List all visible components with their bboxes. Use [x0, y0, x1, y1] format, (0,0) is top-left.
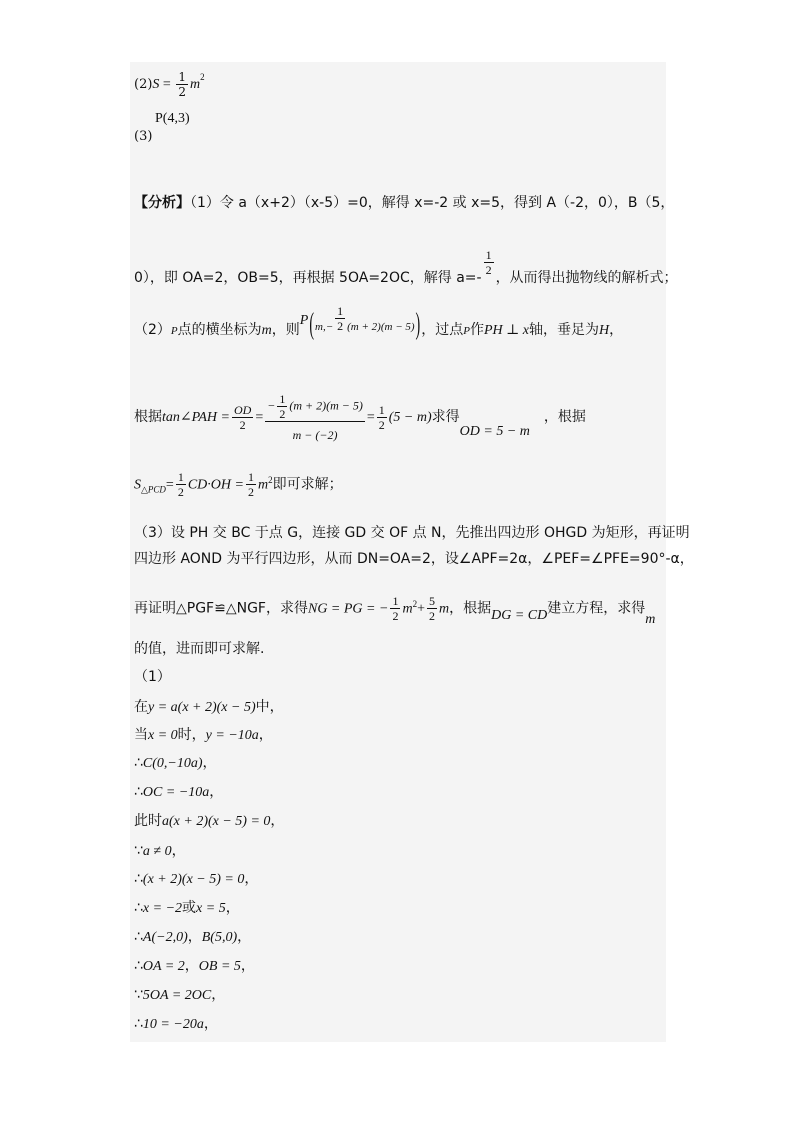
solution-post: ，	[211, 987, 226, 1003]
solution-math: 10 = −20a	[142, 1017, 204, 1032]
point-expr: (m + 2)(m − 5)	[347, 321, 415, 333]
analysis-line-area	[134, 470, 343, 499]
solution-post: ，	[240, 958, 255, 974]
analysis-text: ，	[609, 322, 624, 338]
analysis-text: ，从而得出抛物线的解析式；	[495, 270, 678, 286]
point-frac	[335, 304, 345, 333]
var-m: m	[261, 323, 272, 338]
analysis-line-p3-2: 四边形 AOND 为平行四边形，从而 DN=OA=2，设∠APF=2α，∠PEF=∠PFE=90°-α，	[134, 551, 694, 567]
solution-pre: ∵	[134, 843, 143, 859]
solution-post: ，	[244, 871, 259, 887]
solution-math: a ≠ 0	[142, 844, 172, 859]
var-P: P	[170, 325, 178, 337]
area-sub: △PCD	[141, 484, 166, 495]
point-coords: m,−	[315, 321, 334, 333]
plus: +	[417, 601, 425, 617]
frac-num: OD	[233, 402, 252, 417]
tan-result: (5 − m)	[388, 410, 432, 425]
solution-pre: ∴	[134, 958, 143, 974]
var-P: P	[463, 325, 470, 337]
analysis-text: ，根据	[449, 600, 492, 617]
analysis-line-p3-4: 的值，进而即可求解.	[134, 641, 265, 657]
solution-line	[134, 928, 251, 947]
exp: 2	[412, 598, 418, 609]
var-m: m	[257, 477, 269, 493]
point-P: P	[299, 313, 309, 328]
solution-math: a(x + 2)(x − 5) = 0	[162, 814, 271, 829]
var-m: m	[645, 611, 656, 627]
numerator-expr: (m + 2)(m − 5)	[289, 398, 363, 413]
ng-expr: NG = PG = −	[307, 601, 389, 617]
analysis-heading: 【分析】	[134, 195, 190, 211]
tan-frac-od	[232, 403, 253, 432]
area-frac	[176, 470, 186, 499]
perp-expr: PH ⊥ x	[483, 323, 529, 338]
frac-den: 2	[337, 319, 344, 333]
solution-line	[134, 957, 255, 976]
solution-math2: OB = 5	[198, 959, 241, 974]
frac-num: 1	[485, 248, 492, 262]
solution-line	[134, 783, 223, 802]
answer-part2-exp: 2	[200, 72, 205, 82]
solution-mid: ，	[187, 929, 202, 945]
analysis-line-1	[134, 194, 674, 212]
analysis-text: 作	[469, 322, 484, 338]
solution-line	[134, 726, 273, 745]
solution-math: y = a(x + 2)(x − 5)	[148, 700, 256, 715]
solution-mid: 时，	[177, 727, 206, 743]
solution-math: 5OA = 2OC	[142, 988, 212, 1003]
solution-pre: 此时	[134, 813, 162, 829]
solution-pre: ∴	[134, 871, 143, 887]
solution-math: x = −2	[142, 901, 183, 916]
exp: 2	[268, 474, 273, 485]
solution-pre: ∵	[134, 987, 143, 1003]
solution-pre: 在	[134, 699, 148, 715]
analysis-text: 即可求解；	[272, 476, 343, 493]
solution-line	[134, 698, 284, 717]
answer-part2-lhs: S	[152, 77, 160, 92]
frac-den: 2	[485, 263, 492, 277]
analysis-text: （2）	[134, 322, 171, 338]
solution-math: (x + 2)(x − 5) = 0	[142, 872, 245, 887]
ng-frac-2	[427, 594, 437, 623]
solution-math: C(0,−10a)	[142, 756, 203, 771]
equals: =	[255, 410, 264, 425]
area-frac-2	[246, 470, 256, 499]
solution-pre: ∴	[134, 1016, 143, 1032]
od-result: OD = 5 − m	[459, 424, 530, 439]
answer-part2-label: (2)	[134, 77, 153, 92]
solution-line	[134, 842, 186, 861]
var-H: H	[598, 323, 610, 338]
frac-den: 2	[392, 609, 399, 623]
solution-math2: y = −10a	[205, 728, 259, 743]
frac-num: 1	[177, 470, 184, 484]
frac-num: 1	[279, 392, 286, 406]
solution-mid: 或	[182, 900, 197, 916]
answer-part3-point: P(4,3)	[155, 111, 190, 126]
var-S: S	[134, 477, 141, 493]
analysis-text: 求得	[431, 409, 460, 425]
analysis-text: （1）令 a（x+2）（x-5）=0，解得 x=-2 或 x=5，得到 A（-2，0），B（5，	[190, 195, 675, 211]
solution-post: ，	[209, 784, 224, 800]
solution-line	[134, 899, 240, 918]
inner-frac	[277, 392, 287, 421]
analysis-line-p3-3	[134, 594, 656, 627]
analysis-text: 建立方程，求得	[547, 600, 646, 617]
solution-post: ，	[237, 929, 252, 945]
area-expr: CD·OH =	[187, 477, 244, 493]
ng-frac-1	[390, 594, 400, 623]
analysis-text: ，过点	[421, 322, 464, 338]
frac-den: 2	[378, 417, 385, 432]
var-m: m	[402, 601, 413, 617]
solution-pre: ∴	[134, 784, 143, 800]
solution-pre: ∴	[134, 900, 143, 916]
solution-line	[134, 754, 217, 773]
frac-num: 1	[178, 69, 186, 84]
dg-cd: DG = CD	[491, 607, 548, 623]
analysis-text: 0），即 OA=2，OB=5，再根据 5OA=2OC，解得 a=-	[134, 270, 482, 286]
solution-math: OA = 2	[142, 959, 185, 974]
var-m: m	[438, 601, 450, 617]
solution-post: ，	[202, 755, 217, 771]
solution-line	[134, 986, 225, 1005]
frac-den: 2	[247, 485, 254, 499]
solution-pre: ∴	[134, 929, 143, 945]
solution-mid: ，	[184, 958, 199, 974]
frac-num: 1	[392, 594, 399, 608]
solution-post: ，	[258, 727, 273, 743]
frac-den: 2	[239, 417, 246, 432]
frac-num: 1	[337, 304, 344, 318]
solution-post: ，	[270, 813, 285, 829]
solution-line	[134, 812, 284, 831]
frac-den: 2	[279, 407, 286, 421]
analysis-line-p3-1: （3）设 PH 交 BC 于点 G，连接 GD 交 OF 点 N，先推出四边形 OHGD 为矩形，再证明	[134, 525, 690, 541]
solution-math2: x = 5	[196, 901, 226, 916]
frac-num: 1	[378, 402, 385, 417]
solution-math: OC = −10a	[142, 785, 210, 800]
frac-num: 5	[428, 594, 435, 608]
solution-post: ，	[171, 843, 186, 859]
solution-pre: ∴	[134, 755, 143, 771]
minus: −	[267, 398, 276, 413]
frac-den: 2	[177, 485, 184, 499]
solution-line	[134, 870, 258, 889]
analysis-text: ，则	[271, 322, 300, 338]
analysis-text: 点的横坐标为	[177, 322, 262, 338]
frac-den: 2	[428, 609, 435, 623]
frac-den: m − (−2)	[292, 428, 338, 442]
solution-line	[134, 1015, 218, 1034]
solution-math2: B(5,0)	[201, 930, 238, 945]
solution-label: （1）	[134, 669, 171, 685]
analysis-line-3: （2）P点的横坐标为m，则P($^{m,-}$ $\frac{1}{2}$ $^{(m + 2)(m - 5)}$)，过点P作PH ⊥ x轴，垂足为H，	[134, 304, 624, 343]
analysis-text: 轴，垂足为	[528, 322, 599, 338]
analysis-line-tan	[134, 392, 586, 442]
answer-part2-var: m	[189, 77, 201, 92]
solution-post: ，	[225, 900, 240, 916]
analysis-frac	[484, 248, 494, 277]
solution-pre: 当	[134, 727, 148, 743]
tan-expr: tan∠PAH =	[162, 410, 230, 425]
equals: =	[165, 477, 174, 493]
answer-part2-frac	[176, 70, 188, 99]
solution-post: 中，	[255, 699, 284, 715]
answer-part2: (2)S = $\frac{1}{2}$ $m^2$	[134, 69, 205, 99]
equals: =	[366, 410, 375, 425]
frac-den: 2	[178, 84, 186, 99]
frac-num: 1	[247, 470, 254, 484]
solution-post: ，	[203, 1016, 218, 1032]
tan-res-frac	[377, 403, 387, 432]
answer-part3-label: (3)	[134, 129, 153, 144]
analysis-text: 根据	[134, 409, 162, 425]
analysis-line-2	[134, 248, 678, 287]
tan-big-frac	[265, 392, 365, 442]
solution-math: x = 0	[148, 728, 178, 743]
analysis-text: ，根据	[543, 409, 586, 425]
solution-math: A(−2,0)	[142, 930, 188, 945]
analysis-text: 再证明△PGF≌△NGF，求得	[134, 600, 308, 617]
